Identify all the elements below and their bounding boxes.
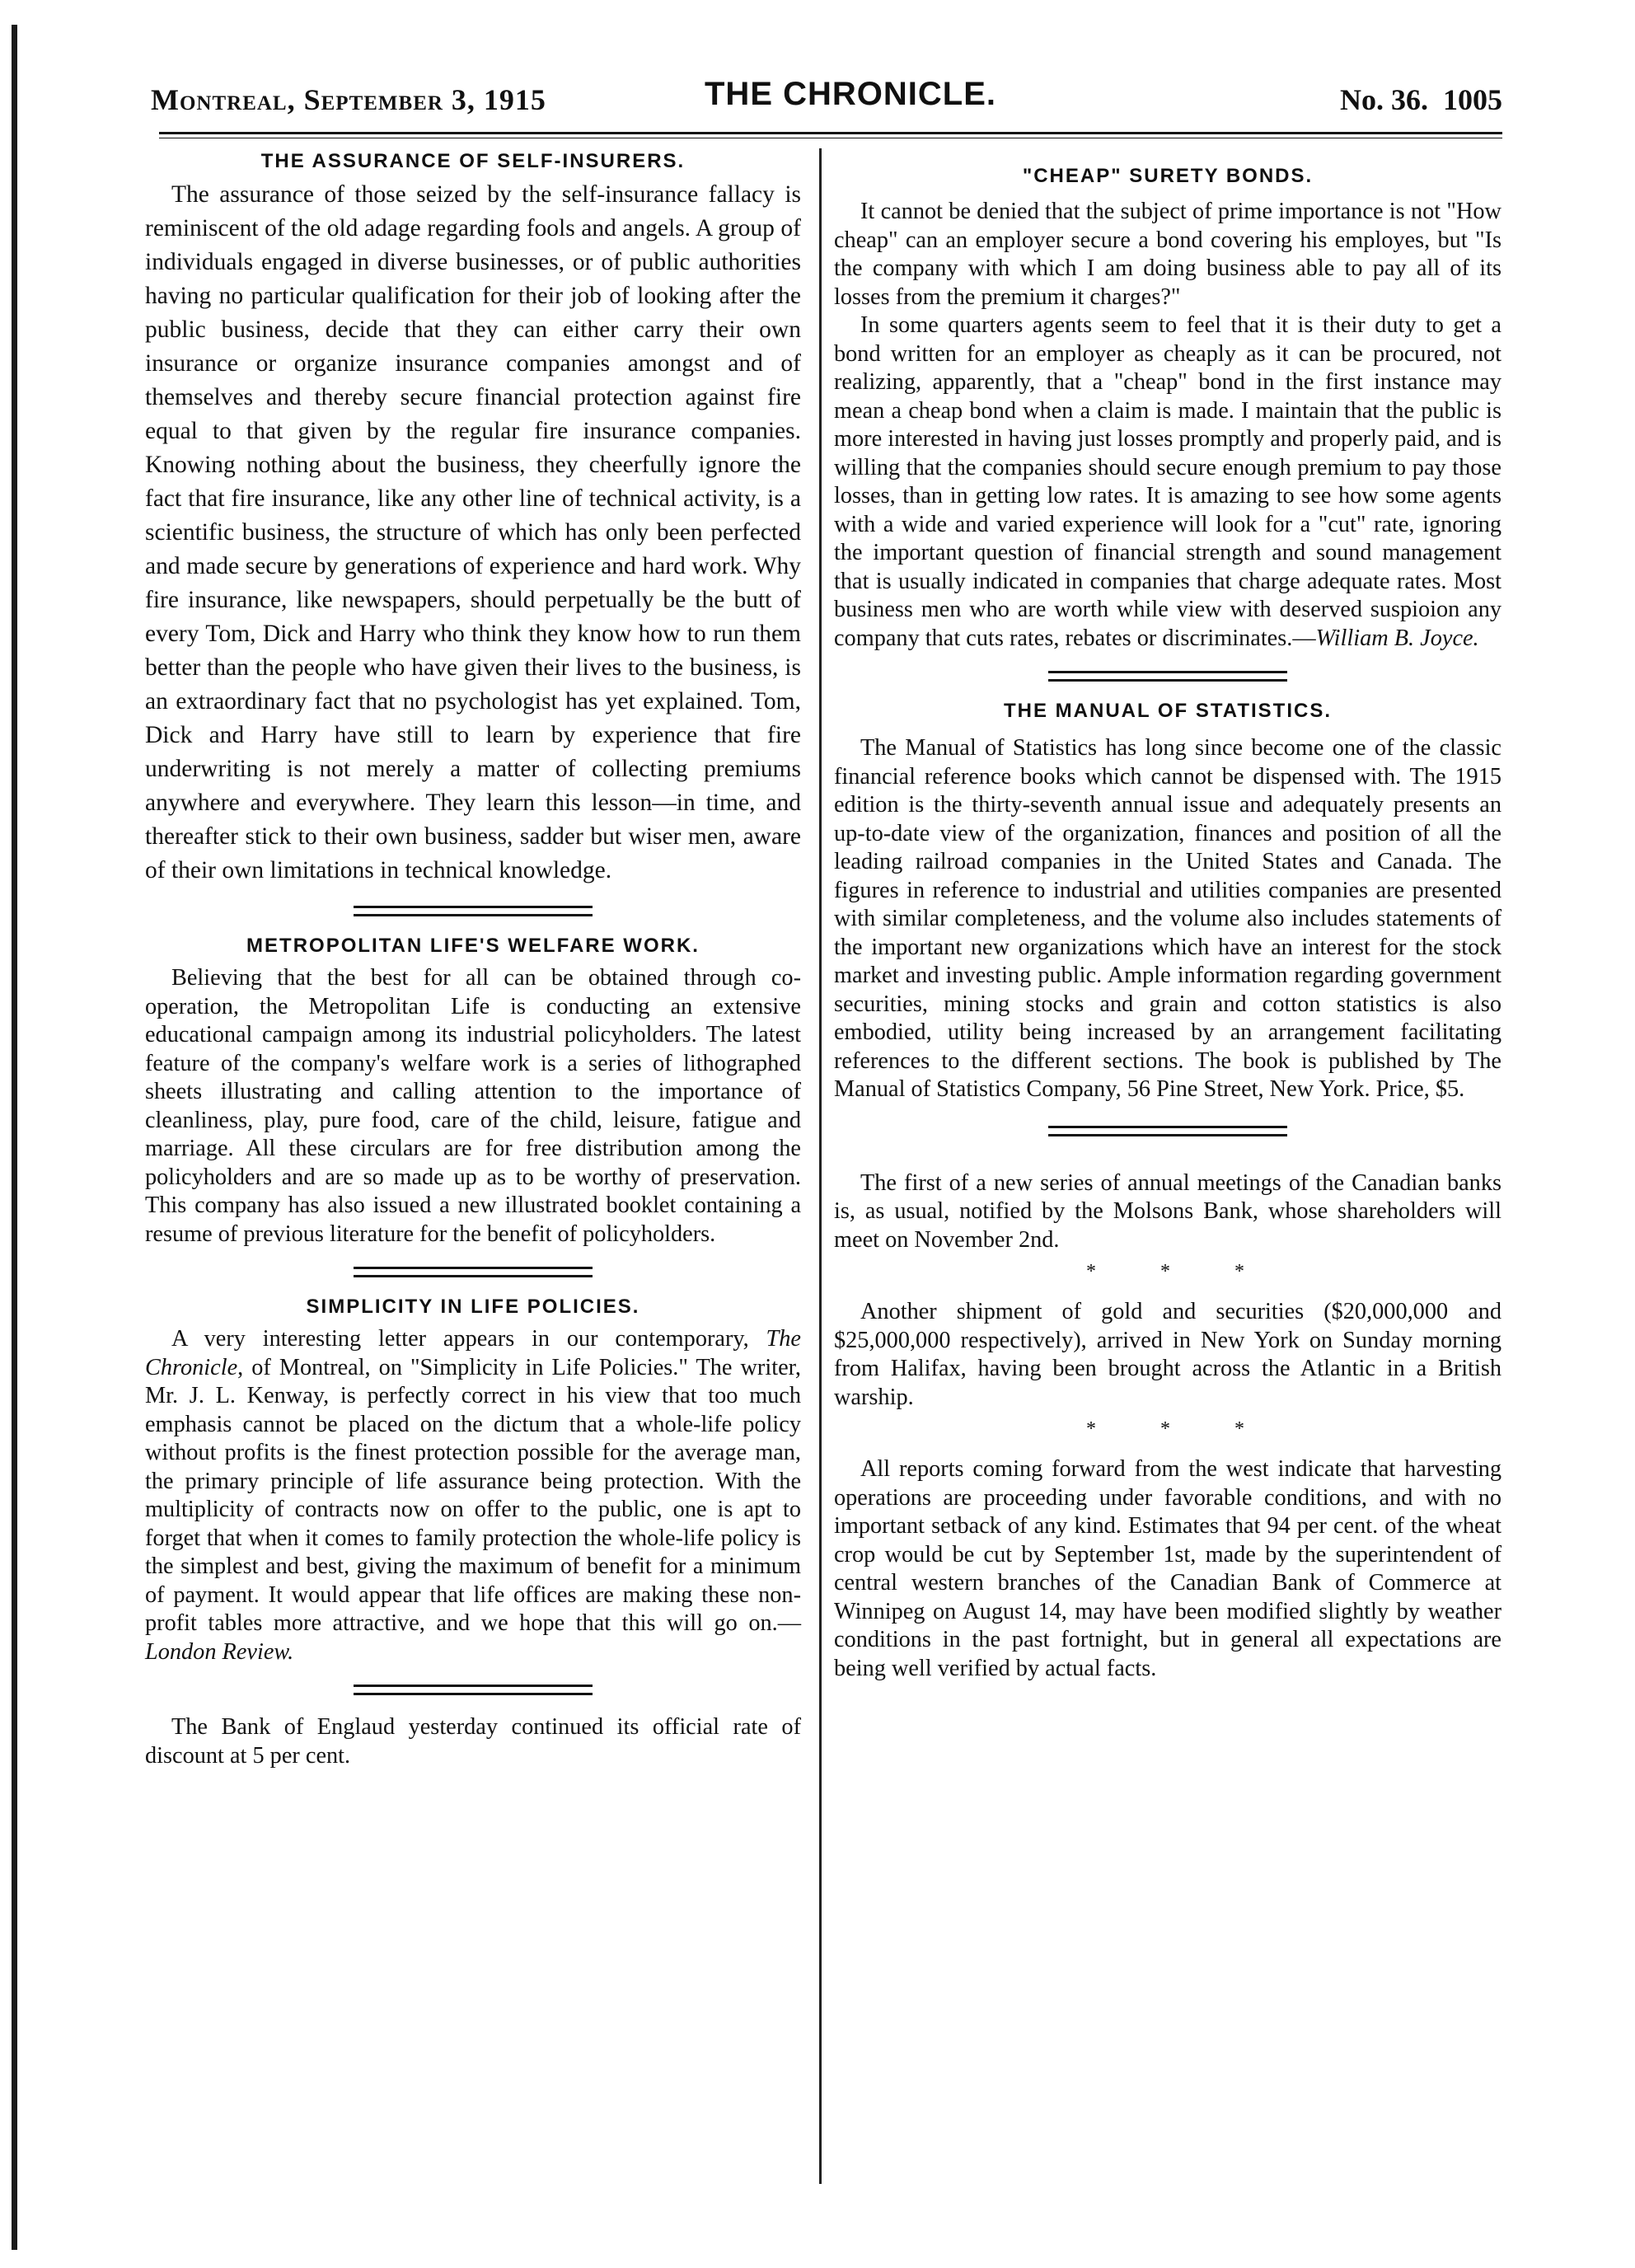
stars-divider: * * * xyxy=(1086,1418,1274,1440)
section-separator xyxy=(1048,1126,1287,1136)
header-issue: No. 36. xyxy=(1340,83,1428,116)
surety-bonds-paragraph-2 xyxy=(834,312,1501,653)
left-column xyxy=(145,150,801,1770)
article-title-self-insurers: THE ASSURANCE OF SELF-INSURERS. xyxy=(260,150,686,172)
surety-bonds-paragraph-1: It cannot be denied that the subject of prime importance is not "How cheap" can an employer secure a bond covering his employes, but "Is the company with which I am doing business able to pay all of its losses from the premium it charges?" xyxy=(834,199,1501,310)
page-edge-shadow xyxy=(12,25,17,2250)
section-separator xyxy=(354,1267,593,1277)
note-harvest: All reports coming forward from the west indicate that harvesting operations are proceeding under favorable conditions, and with no important setback of any kind. Estimates that 94 per cent. of the wheat crop would be cut by September 1st, made by the superintendent of central western branches of the Canadian Bank of Commerce at Winnipeg on August 14, may have been modified slightly by weather conditions in the past fortnight, but in general all expectations are being well verified by actual facts. xyxy=(834,1456,1501,1681)
section-separator xyxy=(354,1685,593,1695)
note-gold-shipment: Another shipment of gold and securities ($20,000,000 and $25,000,000 respectively), arrived in New York on Sunday morning from Halifax, having been brought across the Atlantic in a British warship. xyxy=(834,1299,1501,1410)
page-header xyxy=(151,76,1502,125)
simplicity-text-2: , of Montreal, on "Simplicity in Life Policies." The writer, Mr. J. L. Kenway, is perfectly correct in his view that too much emphasis cannot be placed on the dictum that a whole-life policy without profits is the finest protection possible for the average man, the primary principle of life assurance being protection. With the multiplicity of contracts now on offer to the public, one is apt to forget that when it comes to family protection the whole-life policy is the simplest and best, giving the maximum of benefit for a minimum of payment. It would appear that life offices are making these non-profit tables more attractive, and we hope that this will go on.— xyxy=(145,1354,801,1636)
article-title-surety-bonds: "CHEAP" SURETY BONDS. xyxy=(1022,165,1314,187)
article-title-simplicity: SIMPLICITY IN LIFE POLICIES. xyxy=(306,1296,640,1318)
simplicity-text-1: A very interesting letter appears in our contemporary, xyxy=(171,1326,766,1352)
surety-bonds-author: William B. Joyce. xyxy=(1315,625,1479,651)
bank-of-england-note: The Bank of Englaud yesterday continued its official rate of discount at 5 per cent. xyxy=(145,1714,801,1769)
section-separator xyxy=(354,906,593,916)
header-issue-page xyxy=(1340,82,1502,117)
article-body-simplicity xyxy=(145,1325,801,1666)
header-place-date: Montreal, September 3, 1915 xyxy=(151,83,546,116)
simplicity-source: London Review. xyxy=(145,1638,294,1665)
header-page-number: 1005 xyxy=(1443,83,1502,116)
header-rule xyxy=(159,132,1502,138)
article-title-metropolitan: METROPOLITAN LIFE'S WELFARE WORK. xyxy=(246,935,700,957)
column-divider xyxy=(819,148,822,2184)
simplicity-journal: The Chronicle xyxy=(145,1326,801,1380)
right-column xyxy=(834,150,1501,1683)
section-separator xyxy=(1048,671,1287,682)
article-body-metropolitan: Believing that the best for all can be obtained through co-operation, the Metropolitan Life is conducting an extensive educational campaign among its industrial policyholders. The latest feature of the company's welfare work is a series of lithographed sheets illustrating and calling attention to the importance of cleanliness, play, pure food, care of the child, leisure, fatigue and marriage. All these circulars are for free distribution among the policyholders and are so made up as to be worthy of preservation. This company has also issued a new illustrated booklet containing a resume of previous literature for the benefit of policyholders. xyxy=(145,965,801,1247)
note-molsons-bank: The first of a new series of annual meetings of the Canadian banks is, as usual, notified by the Molsons Bank, whose shareholders will meet on November 2nd. xyxy=(834,1169,1501,1253)
article-body-self-insurers: The assurance of those seized by the self-insurance fallacy is reminiscent of the old adage regarding fools and angels. A group of individuals engaged in diverse businesses, or of public authorities having no particular qualification for their job of looking after the public business, decide that they can either carry their own insurance or organize insurance companies amongst and of themselves and thereby secure financial protection against fire equal to that given by the regular fire insurance companies. Knowing nothing about the business, they cheerfully ignore the fact that fire insurance, like any other line of technical activity, is a scientific business, the structure of which has only been perfected and made secure by generations of experience and hard work. Why fire insurance, like newspapers, should perpetually be the butt of every Tom, Dick and Harry who think they know how to run them better than the people who have given their lives to the business, is an extraordinary fact that no psychologist has yet explained. Tom, Dick and Harry have still to learn by experience that fire underwriting is not merely a matter of collecting premiums anywhere and everywhere. They learn this lesson—in time, and thereafter stick to their own business, sadder but wiser men, aware of their own limitations in technical knowledge. xyxy=(145,181,801,883)
article-title-manual: THE MANUAL OF STATISTICS. xyxy=(1004,700,1332,722)
surety-bonds-text: In some quarters agents seem to feel that it is their duty to get a bond written for an employer as cheaply as it can be procured, not realizing, apparently, that a "cheap" bond in the first instance may mean a cheap bond when a claim is made. I maintain that the public is more interested in having just losses promptly and properly paid, and is willing that the companies should secure enough premium to pay those losses, than in getting low rates. It is amazing to see how some agents with a wide and varied experience will look for a "cut" rate, ignoring the important question of financial strength and sound management that is usually indicated in companies that charge adequate rates. Most business men who are worth while view with deserved suspioion any company that cuts rates, rebates or discriminates.— xyxy=(834,312,1501,651)
article-body-manual: The Manual of Statistics has long since become one of the classic financial reference books which cannot be dispensed with. The 1915 edition is the thirty-seventh annual issue and adequately presents an up-to-date view of the organization, finances and position of all the leading railroad companies in the United States and Canada. The figures in reference to industrial and utilities companies are presented with similar completeness, and the volume also includes statements of the important new organizations which have an interest for the stock market and investing public. Ample information regarding government securities, mining stocks and grain and cotton statistics is also embodied, utility being increased by an arrangement facilitating references to the different sections. The book is published by The Manual of Statistics Company, 56 Pine Street, New York. Price, $5. xyxy=(834,735,1501,1102)
stars-divider: * * * xyxy=(1086,1261,1274,1282)
header-title: THE CHRONICLE. xyxy=(705,76,996,112)
